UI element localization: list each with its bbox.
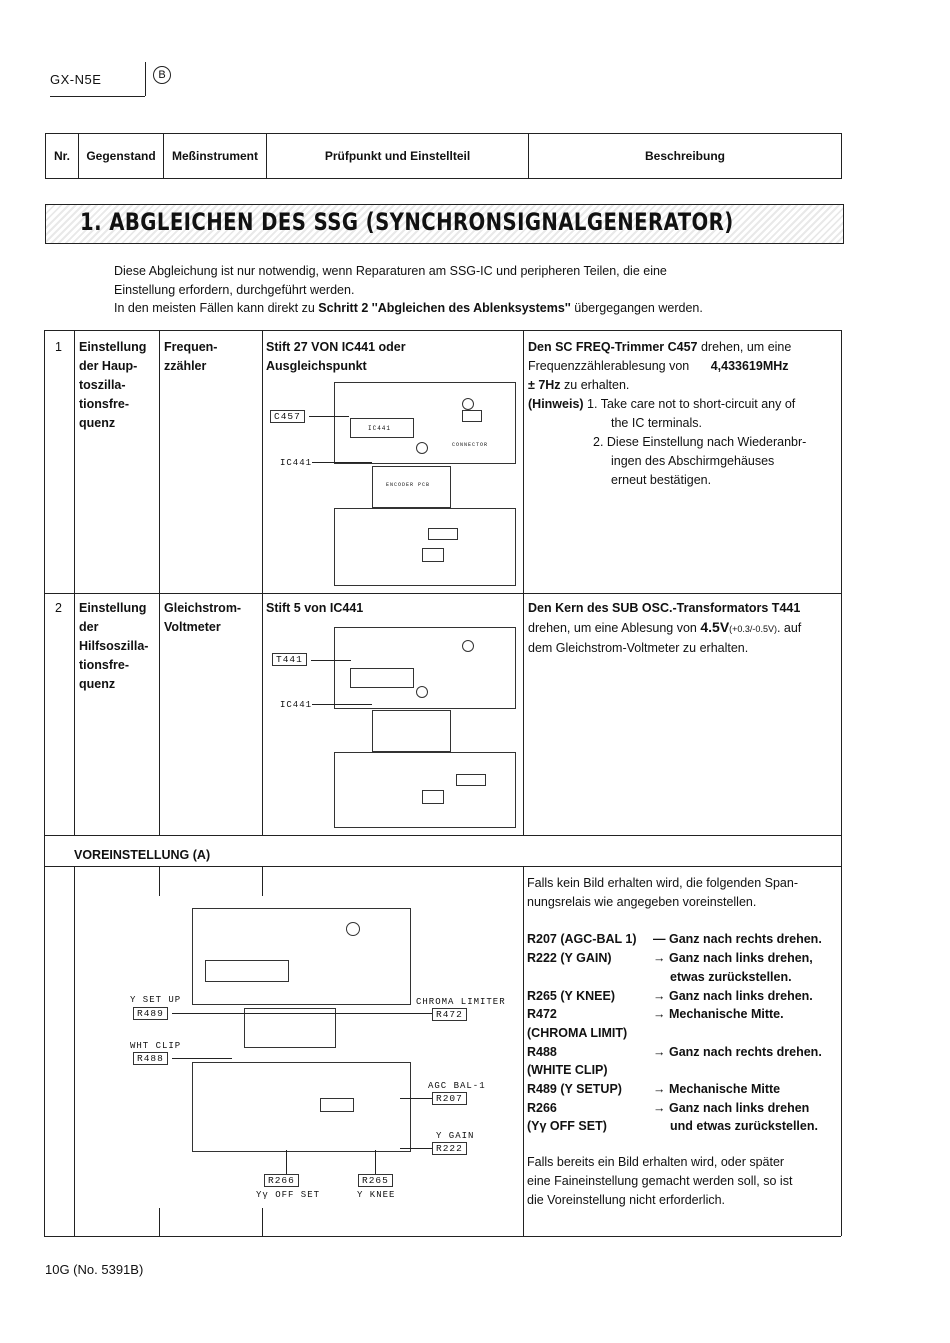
region-badge: B [153,66,171,84]
intro-line: Einstellung erfordern, durchgeführt werden. [114,282,355,297]
ic-label: IC441 [368,425,392,432]
preset-item-action: → Ganz nach links drehen, [653,951,813,965]
encoder-pcb [244,1008,336,1048]
ic441-callout: IC441 [280,700,313,710]
preset-item-name: R222 (Y GAIN) [527,951,612,965]
y-knee-label: Y KNEE [357,1190,396,1200]
preset-intro: Falls kein Bild erhalten wird, die folgenden Span- nungsrelais wie angegeben voreinstellen. [527,876,798,909]
r488-callout: R488 [133,1052,168,1065]
component [428,528,458,540]
col-item: Gegenstand [79,134,164,179]
t441-callout: T441 [272,653,307,666]
section-banner [45,204,844,244]
y-setup-label: Y SET UP [130,995,182,1005]
preset-item-name: (WHITE CLIP) [527,1063,608,1077]
divider [145,62,146,96]
trimmer-circle [462,398,474,410]
component [462,410,482,422]
ic-chip [350,668,414,688]
encoder-label: ENCODER PCB [386,482,431,488]
encoder-pcb [372,710,451,752]
row1-item: Einstellung der Haup- toszilla- tionsfre- quenz [79,340,147,430]
component [422,790,444,804]
section-title: 1. ABGLEICHEN DES SSG (SYNCHRONSIGNALGENERATOR) [80,208,734,236]
col-description: Beschreibung [529,134,842,179]
preset-item-action: → Mechanische Mitte. [653,1007,784,1021]
intro-line: Diese Abgleichung ist nur notwendig, wenn Reparaturen am SSG-IC und peripheren Teilen, die eine [114,264,667,278]
pcb-board [192,908,411,1005]
component [416,442,428,454]
col-nr: Nr. [46,134,79,179]
preset-item-name: (Yγ OFF SET) [527,1119,607,1133]
model-number: GX-N5E [50,72,102,87]
agc-bal-label: AGC BAL-1 [428,1081,486,1091]
preset-item-name: R489 (Y SETUP) [527,1082,622,1096]
preset-title: VOREINSTELLUNG (A) [74,848,211,862]
column-header-table [45,133,842,179]
preset-item-action: → Ganz nach links drehen. [653,989,813,1003]
r265-callout: R265 [358,1174,393,1187]
c457-callout: C457 [270,410,305,423]
preset-item-name: R472 [527,1007,557,1021]
page-footer: 10G (No. 5391B) [45,1262,144,1277]
col-testpoint: Prüfpunkt und Einstellteil [267,134,529,179]
row2-instrument: Gleichstrom- Voltmeter [164,601,242,634]
r472-callout: R472 [432,1008,467,1021]
row2-item: Einstellung der Hilfsoszilla- tionsfre- quenz [79,601,149,691]
r207-callout: R207 [432,1092,467,1105]
ic441-callout: IC441 [280,458,313,468]
component [320,1098,354,1112]
ic-chip [205,960,289,982]
preset-outro: Falls bereits ein Bild erhalten wird, oder später eine Faineinstellung gemacht werden soll, so ist die Voreinstellung nicht erforderlich. [527,1155,793,1207]
preset-item-name: (CHROMA LIMIT) [527,1026,628,1040]
col-instrument: Meßinstrument [164,134,267,179]
r266-callout: R266 [264,1174,299,1187]
preset-item-name: R207 (AGC-BAL 1) [527,932,637,946]
connector-label: CONNECTOR [452,442,489,448]
pcb-board-lower [334,508,516,586]
component [462,640,474,652]
row1-testpoint: Stift 27 VON IC441 oder Ausgleichspunkt [266,340,406,373]
chroma-limiter-label: CHROMA LIMITER [416,997,506,1007]
r489-callout: R489 [133,1007,168,1020]
y-off-set-label: Yγ OFF SET [256,1190,321,1200]
preset-item-action: etwas zurückstellen. [670,970,792,984]
component [416,686,428,698]
preset-item-action: → Ganz nach links drehen [653,1101,810,1115]
intro-line: In den meisten Fällen kann direkt zu Schritt 2 ''Abgleichen des Ablenksystems'' übergegangen werden. [114,301,703,315]
row2-testpoint: Stift 5 von IC441 [266,601,364,615]
row1-nr: 1 [55,340,62,354]
preset-item-name: R265 (Y KNEE) [527,989,615,1003]
component [346,922,360,936]
section-intro [114,262,834,318]
component [456,774,486,786]
preset-item-action: — Ganz nach rechts drehen. [653,932,822,946]
component [422,548,444,562]
y-gain-label: Y GAIN [436,1131,475,1141]
row2-description: Den Kern des SUB OSC.-Transformators T441 drehen, um eine Ablesung von 4.5V(+0.3/-0.5V). auf dem Gleichstrom-Voltmeter zu erhalten. [528,601,802,655]
r222-callout: R222 [432,1142,467,1155]
preset-item-action: → Ganz nach rechts drehen. [653,1045,822,1059]
preset-item-action: → Mechanische Mitte [653,1082,781,1096]
pcb-board-lower [192,1062,411,1152]
row1-description: Den SC FREQ-Trimmer C457 drehen, um eine Frequenzzählerablesung von 4,433619MHz ± 7Hz zu erhalten. (Hinweis) 1. Take care not to short-circuit any of the IC terminals. 2. Diese Einstellung nach Wiederanbr- ingen des Abschirmgehäuses erneut bestätigen. [528,340,807,487]
preset-item-name: R488 [527,1045,557,1059]
row1-instrument: Frequen- zzähler [164,340,218,373]
row2-nr: 2 [55,601,62,615]
preset-item-action: und etwas zurückstellen. [670,1119,818,1133]
wht-clip-label: WHT CLIP [130,1041,182,1051]
preset-item-name: R266 [527,1101,557,1115]
divider [50,96,145,97]
